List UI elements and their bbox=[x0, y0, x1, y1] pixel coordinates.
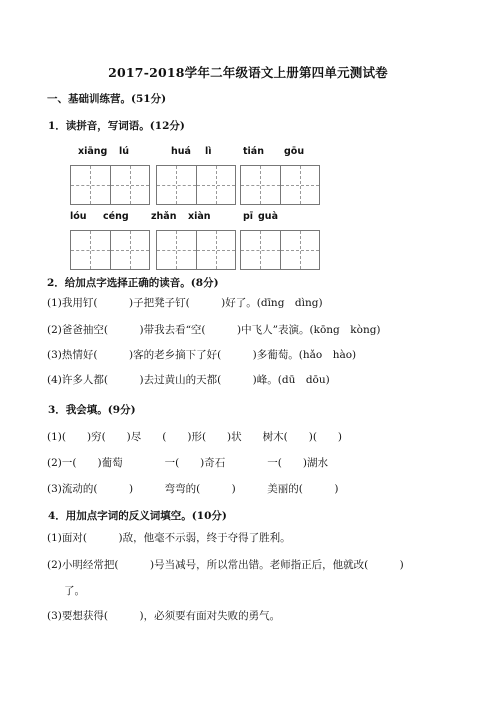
q4-item: (1)面对( )敌，他毫不示弱，终于夺得了胜利。 bbox=[47, 532, 291, 544]
page-title: 2017-2018学年二年级语文上册第四单元测试卷 bbox=[108, 65, 388, 80]
q2-item: (4)许多人都( )去过黄山的天都( )峰。(dū dōu) bbox=[47, 374, 330, 386]
pinyin-4b: céng bbox=[103, 211, 129, 222]
q3-item: (2)一( )葡萄 一( )奇石 一( )湖水 bbox=[47, 457, 328, 469]
pinyin-1a: xiāng bbox=[78, 146, 108, 157]
writing-grid[interactable] bbox=[240, 230, 320, 270]
pinyin-2b: lì bbox=[205, 146, 212, 157]
q2-item: (3)热情好( )客的老乡摘下了好( )多葡萄。(hǎo hào) bbox=[47, 349, 357, 361]
writing-grid[interactable] bbox=[156, 165, 236, 205]
q2-item: (1)我用钉( )子把凳子钉( )好了。(dīng dìng) bbox=[47, 297, 323, 309]
q4-item: (3)要想获得( )，必须要有面对失败的勇气。 bbox=[47, 610, 281, 622]
q3-item: (1)( )穷( )尽 ( )形( )状 树木( )( ) bbox=[47, 431, 343, 443]
pinyin-3a: tián bbox=[243, 146, 264, 157]
pinyin-2a: huá bbox=[171, 146, 191, 157]
pinyin-6a: pī bbox=[243, 211, 254, 222]
writing-grid[interactable] bbox=[70, 230, 150, 270]
writing-grid[interactable] bbox=[240, 165, 320, 205]
q1-heading: 1．读拼音，写词语。(12分) bbox=[48, 120, 185, 132]
pinyin-4a: lóu bbox=[70, 211, 87, 222]
q3-item: (3)流动的( ) 弯弯的( ) 美丽的( ) bbox=[47, 483, 339, 495]
q2-item: (2)爸爸抽空( )带我去看“空( )中飞人”表演。(kōng kòng) bbox=[47, 324, 381, 336]
q4-item: (2)小明经常把( )号当减号，所以常出错。老师指正后，他就改( ) bbox=[47, 559, 404, 571]
pinyin-5a: zhǎn bbox=[151, 211, 177, 222]
q3-heading: 3．我会填。(9分) bbox=[48, 404, 136, 416]
writing-grid[interactable] bbox=[70, 165, 150, 205]
pinyin-3b: gōu bbox=[284, 146, 305, 157]
q4-heading: 4．用加点字词的反义词填空。(10分) bbox=[48, 510, 227, 522]
pinyin-6b: guà bbox=[258, 211, 278, 222]
q4-item-continued: 了。 bbox=[64, 585, 85, 597]
q2-heading: 2．给加点字选择正确的读音。(8分) bbox=[47, 277, 219, 289]
pinyin-1b: lú bbox=[119, 146, 130, 157]
section-heading: 一、基础训练营。(51分) bbox=[47, 93, 167, 105]
pinyin-5b: xiàn bbox=[188, 211, 211, 222]
writing-grid[interactable] bbox=[156, 230, 236, 270]
